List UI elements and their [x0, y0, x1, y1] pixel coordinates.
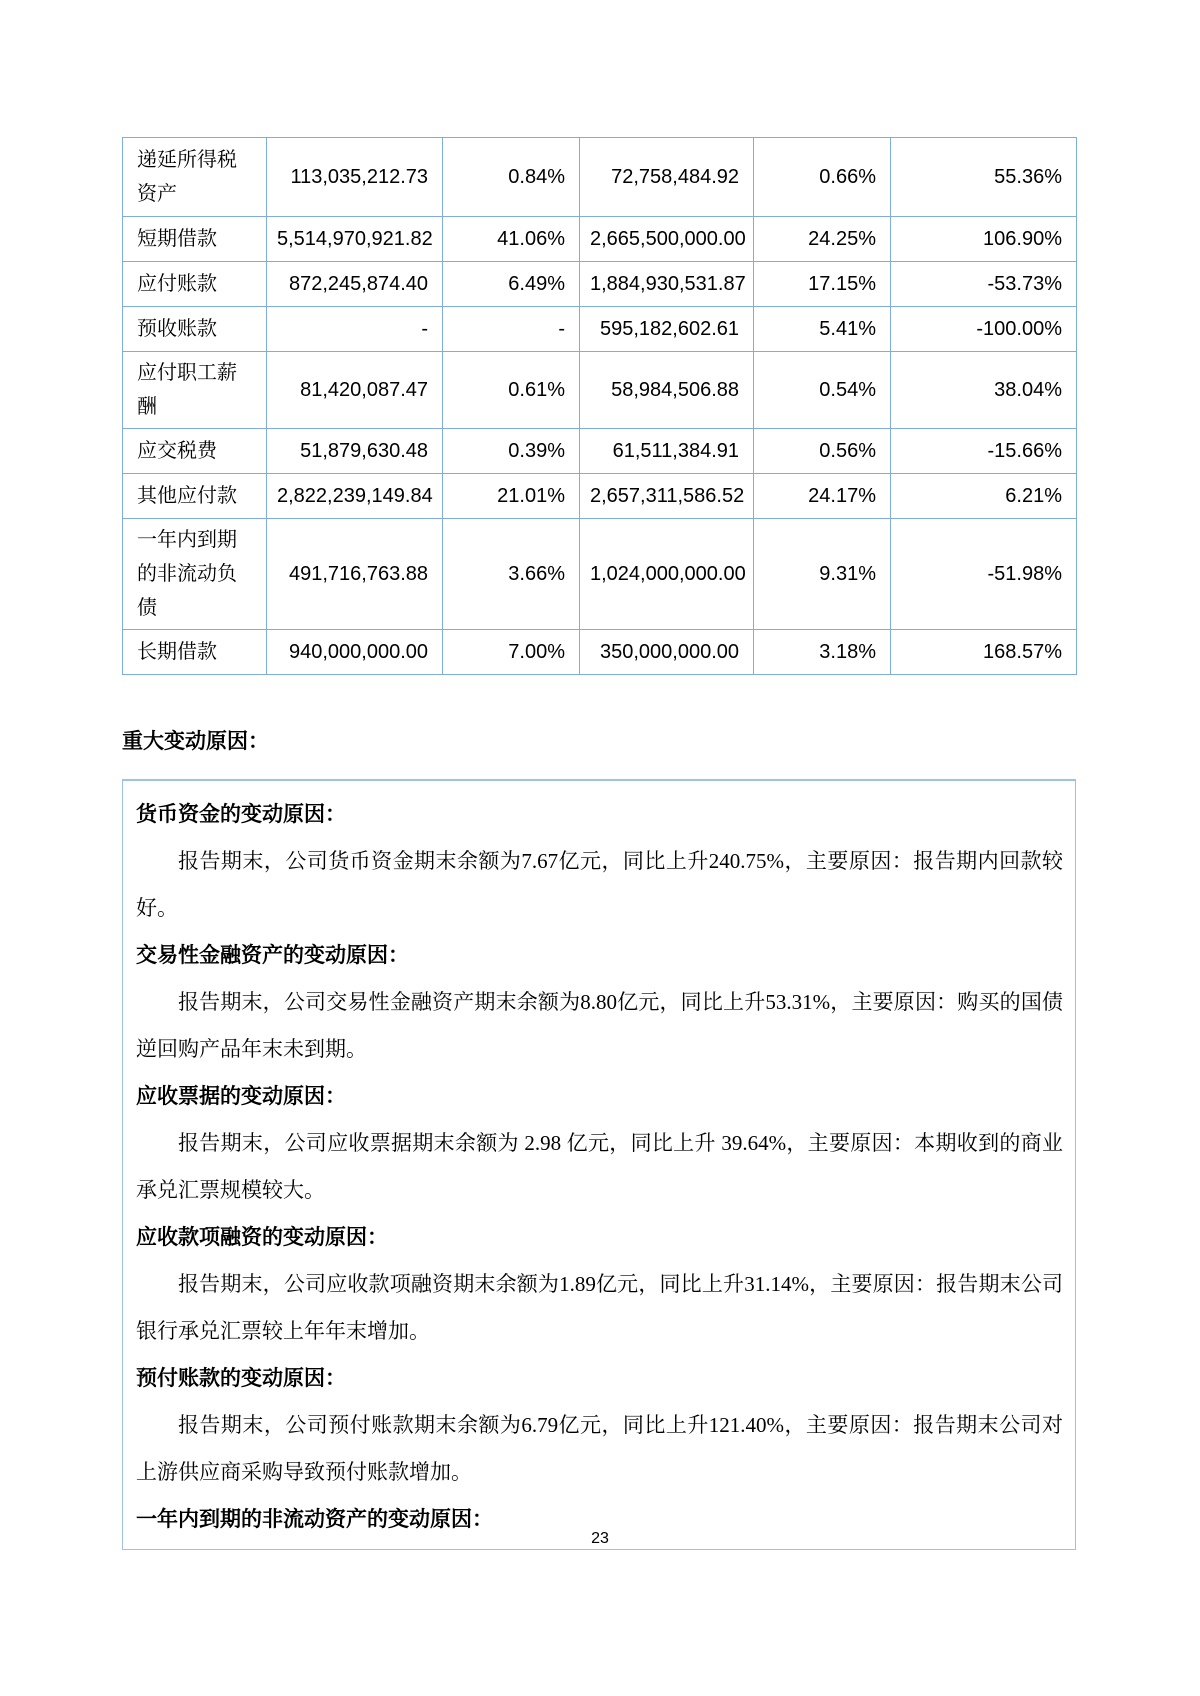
cell-percent: 17.15%: [754, 262, 891, 307]
cell-amount: 72,758,484.92: [580, 138, 754, 217]
page-number: 23: [591, 1530, 609, 1547]
reason-body: 报告期末，公司货币资金期末余额为7.67亿元，同比上升240.75%，主要原因：报告期内回款较好。: [136, 849, 1063, 920]
cell-percent: 0.84%: [443, 138, 580, 217]
cell-change-percent: 38.04%: [891, 352, 1077, 429]
reasons-box: [122, 779, 1076, 1550]
reason-heading: 一年内到期的非流动资产的变动原因：: [136, 1508, 493, 1531]
cell-change-percent: 168.57%: [891, 630, 1077, 675]
cell-percent: 0.54%: [754, 352, 891, 429]
reason-body: 报告期末，公司预付账款期末余额为6.79亿元，同比上升121.40%，主要原因：报告期末公司对上游供应商采购导致预付账款增加。: [136, 1413, 1063, 1484]
cell-change-percent: 55.36%: [891, 138, 1077, 217]
row-item-label: 应付账款: [123, 262, 267, 307]
page-content: [122, 0, 1078, 1550]
cell-amount: 61,511,384.91: [580, 429, 754, 474]
cell-amount: 2,665,500,000.00: [580, 217, 754, 262]
cell-percent: -: [443, 307, 580, 352]
reason-heading: 货币资金的变动原因：: [136, 803, 346, 826]
cell-amount: 2,822,239,149.84: [267, 474, 443, 519]
cell-amount: 1,024,000,000.00: [580, 519, 754, 630]
row-item-label: 短期借款: [123, 217, 267, 262]
cell-percent: 24.25%: [754, 217, 891, 262]
cell-change-percent: -100.00%: [891, 307, 1077, 352]
cell-amount: 113,035,212.73: [267, 138, 443, 217]
table-row: [123, 307, 1077, 352]
table-row: [123, 138, 1077, 217]
cell-amount: 5,514,970,921.82: [267, 217, 443, 262]
table-row: [123, 474, 1077, 519]
row-item-label: 应交税费: [123, 429, 267, 474]
reason-heading: 应收款项融资的变动原因：: [136, 1226, 388, 1249]
table-row: [123, 519, 1077, 630]
cell-amount: 350,000,000.00: [580, 630, 754, 675]
reason-heading: 交易性金融资产的变动原因：: [136, 944, 409, 967]
cell-percent: 6.49%: [443, 262, 580, 307]
cell-percent: 5.41%: [754, 307, 891, 352]
cell-percent: 41.06%: [443, 217, 580, 262]
cell-amount: 595,182,602.61: [580, 307, 754, 352]
financial-changes-table: [122, 137, 1077, 675]
cell-percent: 0.66%: [754, 138, 891, 217]
cell-percent: 24.17%: [754, 474, 891, 519]
reason-section-notes-receivable: [136, 1073, 1063, 1214]
cell-amount: -: [267, 307, 443, 352]
cell-amount: 58,984,506.88: [580, 352, 754, 429]
cell-amount: 872,245,874.40: [267, 262, 443, 307]
row-item-label: 长期借款: [123, 630, 267, 675]
reason-section-receivables-financing: [136, 1214, 1063, 1355]
cell-percent: 3.18%: [754, 630, 891, 675]
cell-percent: 3.66%: [443, 519, 580, 630]
cell-amount: 51,879,630.48: [267, 429, 443, 474]
reason-body: 报告期末，公司交易性金融资产期末余额为8.80亿元，同比上升53.31%，主要原因：购买的国债逆回购产品年末未到期。: [136, 990, 1063, 1061]
cell-amount: 81,420,087.47: [267, 352, 443, 429]
row-item-label: 一年内到期的非流动负债: [123, 519, 267, 630]
cell-percent: 0.39%: [443, 429, 580, 474]
cell-amount: 1,884,930,531.87: [580, 262, 754, 307]
reason-section-prepayments: [136, 1355, 1063, 1496]
cell-amount: 2,657,311,586.52: [580, 474, 754, 519]
reason-body: 报告期末，公司应收票据期末余额为 2.98 亿元，同比上升 39.64%，主要原因：本期收到的商业承兑汇票规模较大。: [136, 1131, 1063, 1202]
cell-percent: 9.31%: [754, 519, 891, 630]
table-row: [123, 429, 1077, 474]
cell-change-percent: -15.66%: [891, 429, 1077, 474]
row-item-label: 递延所得税资产: [123, 138, 267, 217]
cell-change-percent: 106.90%: [891, 217, 1077, 262]
row-item-label: 预收账款: [123, 307, 267, 352]
reason-heading: 应收票据的变动原因：: [136, 1085, 346, 1108]
reason-section-monetary-funds: [136, 791, 1063, 932]
reason-body: 报告期末，公司应收款项融资期末余额为1.89亿元，同比上升31.14%，主要原因：报告期末公司银行承兑汇票较上年年末增加。: [136, 1272, 1063, 1343]
major-changes-heading: 重大变动原因：: [122, 730, 269, 753]
cell-amount: 491,716,763.88: [267, 519, 443, 630]
table-row: [123, 630, 1077, 675]
row-item-label: 其他应付款: [123, 474, 267, 519]
table-row: [123, 352, 1077, 429]
cell-percent: 0.56%: [754, 429, 891, 474]
cell-change-percent: 6.21%: [891, 474, 1077, 519]
cell-change-percent: -53.73%: [891, 262, 1077, 307]
cell-percent: 0.61%: [443, 352, 580, 429]
table-row: [123, 262, 1077, 307]
table-row: [123, 217, 1077, 262]
cell-percent: 21.01%: [443, 474, 580, 519]
cell-percent: 7.00%: [443, 630, 580, 675]
reason-heading: 预付账款的变动原因：: [136, 1367, 346, 1390]
cell-change-percent: -51.98%: [891, 519, 1077, 630]
row-item-label: 应付职工薪酬: [123, 352, 267, 429]
cell-amount: 940,000,000.00: [267, 630, 443, 675]
reason-section-trading-financial-assets: [136, 932, 1063, 1073]
